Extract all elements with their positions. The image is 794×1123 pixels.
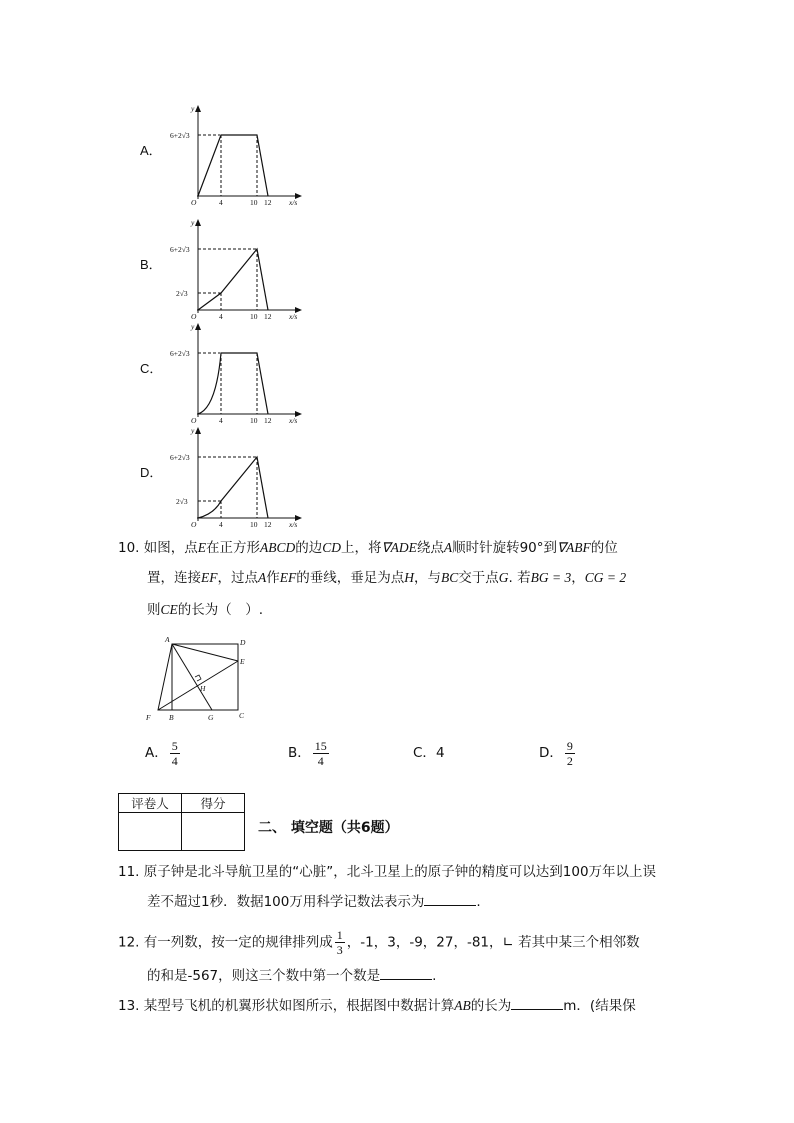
top-value-label: 6+2√3 — [170, 349, 190, 358]
fraction — [313, 739, 329, 768]
top-value-label: 6+2√3 — [170, 131, 190, 140]
q10-option-d[interactable] — [539, 736, 577, 770]
var-ef: EF — [279, 570, 297, 585]
tick-4: 4 — [219, 520, 223, 529]
tick-4: 4 — [219, 416, 223, 425]
option-b-label: B． — [140, 257, 162, 272]
q10-text: 的长为（ ）. — [177, 602, 264, 618]
var-ce: CE — [160, 602, 178, 617]
segment-ae — [172, 644, 238, 661]
q10-text: 的位 — [590, 540, 618, 556]
q12-line2 — [147, 966, 436, 986]
q13-number: 13. — [118, 998, 140, 1014]
tick-10: 10 — [250, 312, 258, 321]
origin-label: O — [191, 198, 197, 207]
label-d: D — [240, 638, 246, 647]
var-bc: BC — [441, 570, 459, 585]
q12-text: . — [432, 968, 437, 984]
var-bg: BG = 3 — [530, 570, 572, 585]
triangle-abf — [158, 644, 172, 710]
numerator: 9 — [566, 738, 573, 753]
q10-line2 — [147, 568, 626, 588]
y-arrow-icon — [195, 323, 201, 330]
mid-value-label: 2√3 — [176, 497, 188, 506]
q10-text: 绕点 — [416, 540, 444, 556]
q10-figure — [140, 632, 260, 726]
tick-12: 12 — [264, 198, 272, 207]
var-e: E — [197, 540, 207, 555]
denominator: 4 — [171, 753, 178, 768]
var-a: A — [443, 540, 453, 555]
q12-text: 的和是-567，则这三个数中第一个数是 — [147, 968, 381, 984]
grader-header: 评卷人 — [119, 794, 182, 813]
q12-text: 有一列数，按一定的规律排列成 — [143, 934, 333, 951]
q11-line2 — [147, 892, 481, 912]
q13-text: m．(结果保 — [563, 998, 636, 1014]
section-title: 二、 填空题（共6题） — [258, 820, 399, 836]
option-label: B． — [288, 745, 311, 761]
q13-text: 的长为 — [470, 998, 512, 1014]
option-b-svg — [140, 218, 320, 321]
var-deg: 90° — [519, 540, 544, 556]
q10-text: . 若 — [508, 570, 531, 586]
q10-text: 交于点 — [458, 570, 499, 586]
q10-text: 的边 — [295, 540, 323, 556]
label-b: B — [169, 713, 174, 722]
tick-4: 4 — [219, 198, 223, 207]
option-value: 4 — [435, 745, 445, 761]
segment-fe — [158, 661, 238, 710]
var-abcd: ABCD — [260, 540, 296, 555]
q11-text: . — [476, 894, 481, 910]
option-label: A． — [145, 745, 168, 761]
score-cell[interactable] — [182, 813, 245, 851]
numerator: 5 — [171, 738, 178, 753]
var-h: H — [404, 570, 414, 585]
fraction — [335, 928, 345, 957]
label-h: H — [200, 684, 206, 693]
q10-text: 如图，点 — [143, 540, 198, 556]
y-axis-label: y — [191, 426, 195, 435]
top-value-label: 6+2√3 — [170, 453, 190, 462]
q10-text: 顺时针旋转 — [452, 540, 520, 556]
tick-12: 12 — [264, 416, 272, 425]
q11-number: 11. — [118, 864, 140, 880]
x-axis-label: x/s — [289, 520, 298, 529]
denominator: 2 — [566, 753, 573, 768]
option-label: C． — [413, 745, 436, 761]
q13-answer-blank[interactable] — [511, 997, 563, 1010]
option-c-label: C． — [140, 361, 163, 376]
q10-text: 到 — [543, 540, 558, 556]
y-axis-label: y — [191, 218, 195, 227]
option-c-graph — [140, 322, 320, 425]
q11-answer-blank[interactable] — [424, 893, 476, 906]
y-arrow-icon — [195, 105, 201, 112]
tick-10: 10 — [250, 198, 258, 207]
option-d-svg — [140, 426, 320, 529]
mid-value-label: 2√3 — [176, 289, 188, 298]
x-axis-label: x/s — [289, 416, 298, 425]
numerator: 1 — [336, 928, 343, 942]
y-arrow-icon — [195, 219, 201, 226]
var-g: G — [498, 570, 509, 585]
q11-text: 原子钟是北斗导航卫星的“心脏”，北斗卫星上的原子钟的精度可以达到100万年以上误 — [143, 864, 657, 880]
option-label: D． — [539, 745, 563, 761]
var-cg: CG = 2 — [584, 570, 627, 585]
q11-line1 — [118, 862, 656, 882]
label-g: G — [208, 713, 214, 722]
tick-10: 10 — [250, 416, 258, 425]
x-axis-label: x/s — [289, 198, 298, 207]
q10-text: ，与 — [414, 570, 441, 586]
x-axis-label: x/s — [289, 312, 298, 321]
var-ab: AB — [454, 998, 471, 1013]
q10-option-b[interactable] — [288, 736, 331, 770]
label-c: C — [239, 711, 245, 720]
q10-text: 作 — [266, 570, 280, 586]
y-axis-label: y — [191, 104, 195, 113]
denominator: 4 — [317, 753, 324, 768]
denominator: 3 — [336, 943, 343, 957]
fraction — [170, 739, 180, 768]
origin-label: O — [191, 416, 197, 425]
q10-text: 的垂线，垂足为点 — [296, 570, 405, 586]
q10-text: ，过点 — [217, 570, 258, 586]
y-axis-label: y — [191, 322, 195, 331]
option-b-graph — [140, 218, 320, 321]
tick-4: 4 — [219, 312, 223, 321]
option-d-graph — [140, 426, 320, 529]
option-a-graph — [140, 104, 320, 207]
q10-text: 则 — [147, 602, 161, 618]
q12-text: ，-1，3，-9，27，-81，∟ 若其中某三个相邻数 — [346, 934, 640, 951]
square-abcd — [172, 644, 238, 710]
right-angle-mark-icon — [195, 675, 201, 681]
q10-text: 在正方形 — [206, 540, 261, 556]
tick-12: 12 — [264, 312, 272, 321]
origin-label: O — [191, 520, 197, 529]
q11-text: 差不超过1秒．数据100万用科学记数法表示为 — [147, 894, 425, 910]
label-f: F — [146, 713, 151, 722]
q10-option-a[interactable] — [145, 736, 182, 770]
var-cd: CD — [322, 540, 342, 555]
origin-label: O — [191, 312, 197, 321]
option-d-label: D． — [140, 465, 163, 480]
q13-text: 某型号飞机的机翼形状如图所示，根据图中数据计算 — [143, 998, 455, 1014]
var-ef: EF — [201, 570, 218, 585]
q12-number: 12. — [118, 934, 140, 951]
grader-cell[interactable] — [119, 813, 182, 851]
score-table — [118, 793, 245, 851]
label-e: E — [240, 657, 245, 666]
option-a-svg — [140, 104, 320, 207]
fraction — [565, 739, 575, 768]
q13-line1 — [118, 996, 636, 1016]
tick-12: 12 — [264, 520, 272, 529]
var-abf: ∇ABF — [557, 540, 591, 555]
segment-ag — [172, 644, 212, 710]
q10-option-c[interactable] — [413, 736, 445, 770]
q10-text: 上，将 — [341, 540, 382, 556]
var-ade: ∇ADE — [381, 540, 417, 555]
y-arrow-icon — [195, 427, 201, 434]
q10-line3 — [147, 600, 263, 620]
var-a: A — [258, 570, 267, 585]
q12-answer-blank[interactable] — [380, 967, 432, 980]
option-c-svg — [140, 322, 320, 425]
q10-number: 10. — [118, 540, 140, 556]
q10-text: ， — [571, 570, 585, 586]
q10-text: 置，连接 — [147, 570, 201, 586]
numerator: 15 — [314, 738, 327, 753]
label-a: A — [165, 635, 170, 644]
q10-line1 — [118, 538, 618, 558]
score-header: 得分 — [182, 794, 245, 813]
tick-10: 10 — [250, 520, 258, 529]
q12-line1 — [118, 928, 640, 957]
option-a-label: A． — [140, 143, 162, 158]
top-value-label: 6+2√3 — [170, 245, 190, 254]
